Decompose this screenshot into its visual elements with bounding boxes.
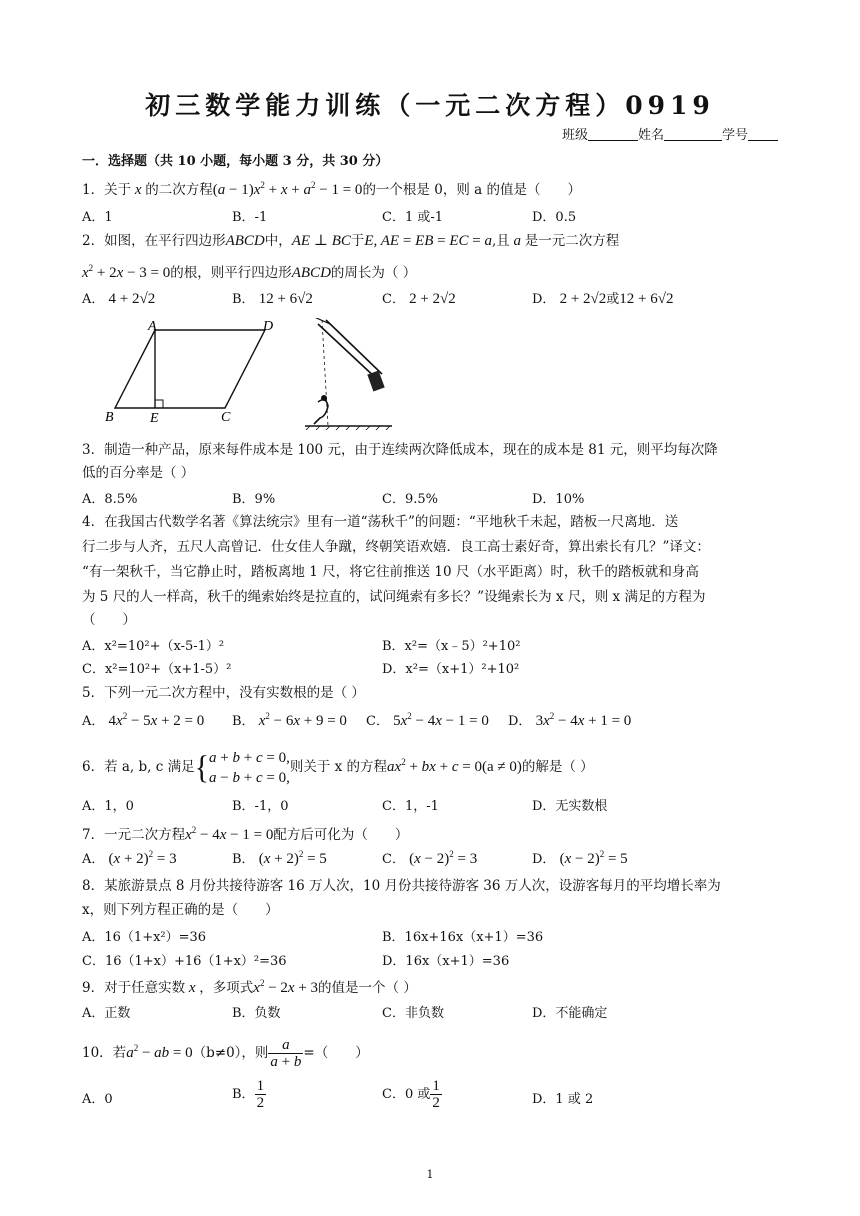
q7-option-a[interactable]: A． $(x + 2)^2 = 3$: [82, 849, 177, 867]
q8-option-c[interactable]: C．16（1+x）+16（1+x）²=36: [82, 954, 287, 969]
question-9: 9．对于任意实数 x ，多项式$x^2 - 2x + 3$的值是一个（ ）: [82, 978, 417, 996]
parallelogram-figure: [105, 319, 273, 426]
id-label: 学号: [721, 128, 748, 143]
question-2-line2: $x^2 + 2x - 3 = 0$的根，则平行四边形ABCD的周长为（ ）: [82, 263, 417, 281]
question-8-line1: 8．某旅游景点 8 月份共接待游客 16 万人次，10 月份共接待游客 36 万人次，设游客每月的平均增长率为: [82, 878, 721, 894]
section-heading: 一．选择题（共 10 小题，每小题 3 分，共 30 分）: [82, 154, 389, 169]
q9-option-a[interactable]: A．正数: [82, 1006, 131, 1021]
question-2-line1: 2．如图，在平行四边形ABCD中，AE ⊥ BC于E, AE = EB = EC = a,且 a 是一元二次方程: [82, 233, 620, 249]
q10-option-d[interactable]: D．1 或 2: [532, 1092, 594, 1107]
student-info-line: [562, 124, 778, 143]
q8-option-b[interactable]: B．16x+16x（x+1）=36: [382, 930, 544, 945]
q9-option-b[interactable]: B．负数: [232, 1006, 281, 1021]
q10-option-c[interactable]: C．0 或 $\frac{1}{2}$: [382, 1078, 440, 1111]
question-4-line1: 4．在我国古代数学名著《算法统宗》里有一道“荡秋千”的问题：“平地秋千未起，踏板一尺离地．送: [82, 514, 679, 530]
q3-option-d[interactable]: D．10%: [532, 492, 585, 507]
question-6: 6．若 a, b, c 满足{a + b + c = 0, a − b + c = 0,则关于 x 的方程$ax^2$ + bx + c = 0(a ≠ 0)的解是（ ）: [82, 748, 594, 786]
q2-option-d[interactable]: D． 2 + 2√2或12 + 6√2: [532, 291, 674, 307]
question-4-line5: （ ）: [82, 612, 136, 628]
class-blank[interactable]: [588, 126, 638, 141]
q1-option-c[interactable]: C．1 或-1: [382, 210, 444, 225]
q6-option-c[interactable]: C．1，-1: [382, 799, 439, 814]
swing-figure: [305, 318, 392, 430]
q9-option-d[interactable]: D．不能确定: [532, 1006, 608, 1021]
page-number: 1: [426, 1168, 434, 1181]
q5-option-c[interactable]: C． $5x^2 - 4x - 1 = 0$: [366, 711, 489, 729]
q1-option-b[interactable]: B．-1: [232, 210, 268, 225]
name-label: 姓名: [637, 128, 664, 143]
question-4-line4: 为 5 尺的人一样高，秋千的绳索始终是拉直的，试问绳索有多长？”设绳索长为 x 尺，则 x 满足的方程为: [82, 589, 706, 605]
question-4-line2: 行二步与人齐，五尺人高曾记．仕女佳人争蹴，终朝笑语欢嬉．良工高士素好奇，算出索长有几？”译文：: [82, 539, 710, 555]
q4-option-c[interactable]: C．x²=10²+（x+1-5）²: [82, 662, 232, 677]
id-blank[interactable]: [748, 126, 778, 141]
q8-option-a[interactable]: A．16（1+x²）=36: [82, 930, 207, 945]
question-4-line3: “有一架秋千，当它静止时，踏板离地 1 尺，将它往前推送 10 尺（水平距离）时，秋千的踏板就和身高: [82, 564, 699, 580]
question-7: 7．一元二次方程$x^2 - 4x - 1 = 0$配方后可化为（ ）: [82, 825, 409, 843]
q5-option-a[interactable]: A． $4x^2 - 5x + 2 = 0$: [82, 711, 205, 729]
q7-option-c[interactable]: C． $(x - 2)^2 = 3$: [382, 849, 478, 867]
q2-option-a[interactable]: A． 4 + 2√2: [82, 291, 156, 307]
q7-option-b[interactable]: B． $(x + 2)^2 = 5$: [232, 849, 327, 867]
q4-option-d[interactable]: D．x²=（x+1）²+10²: [382, 662, 520, 677]
q6-option-a[interactable]: A．1，0: [82, 799, 134, 814]
question-10: 10．若$a^2$ − ab = 0（b≠0），则 $\frac{a}{a + b}$ =（ ）: [82, 1037, 369, 1070]
class-label: 班级: [561, 128, 588, 143]
q3-option-c[interactable]: C．9.5%: [382, 492, 438, 507]
q10-option-b[interactable]: B． $\frac{1}{2}$: [232, 1078, 265, 1111]
q6-option-b[interactable]: B．-1，0: [232, 799, 289, 814]
vertex-label-d: D: [263, 319, 274, 334]
vertex-label-e: E: [150, 411, 159, 426]
vertex-label-a: A: [148, 319, 157, 334]
q10-option-a[interactable]: A．0: [82, 1092, 113, 1107]
q1-option-a[interactable]: A．1: [82, 210, 113, 225]
geometry-figures: [100, 318, 400, 430]
question-5: 5．下列一元二次方程中，没有实数根的是（ ）: [82, 685, 365, 701]
name-blank[interactable]: [664, 126, 722, 141]
q4-option-a[interactable]: A．x²=10²+（x-5-1）²: [82, 639, 225, 654]
vertex-label-b: B: [105, 410, 114, 425]
q7-option-d[interactable]: D． $(x - 2)^2 = 5$: [532, 849, 628, 867]
q3-option-b[interactable]: B．9%: [232, 492, 276, 507]
page-title: 初三数学能力训练（一元二次方程）0919: [145, 91, 715, 120]
q1-option-d[interactable]: D．0.5: [532, 210, 577, 225]
q5-option-b[interactable]: B． $x^2 - 6x + 9 = 0$: [232, 711, 347, 729]
question-8-line2: x，则下列方程正确的是（ ）: [82, 902, 279, 918]
q2-option-c[interactable]: C． 2 + 2√2: [382, 291, 456, 307]
vertex-label-c: C: [221, 410, 231, 425]
q4-option-b[interactable]: B．x²=（x﹣5）²+10²: [382, 639, 521, 654]
question-1: 1．关于 x 的二次方程$(a - 1)x^2 + x + a^2 - 1 = 0$的一个根是 0，则 a 的值是（ ）: [82, 180, 581, 198]
q8-option-d[interactable]: D．16x（x+1）=36: [382, 954, 510, 969]
q3-option-a[interactable]: A．8.5%: [82, 492, 138, 507]
q5-option-d[interactable]: D． $3x^2 - 4x + 1 = 0$: [508, 711, 632, 729]
q9-option-c[interactable]: C．非负数: [382, 1006, 444, 1021]
q6-option-d[interactable]: D．无实数根: [532, 799, 608, 814]
question-3-line2: 低的百分率是（ ）: [82, 465, 195, 481]
q2-option-b[interactable]: B． 12 + 6√2: [232, 291, 313, 307]
question-3-line1: 3．制造一种产品，原来每件成本是 100 元，由于连续两次降低成本，现在的成本是 81 元，则平均每次降: [82, 442, 718, 458]
